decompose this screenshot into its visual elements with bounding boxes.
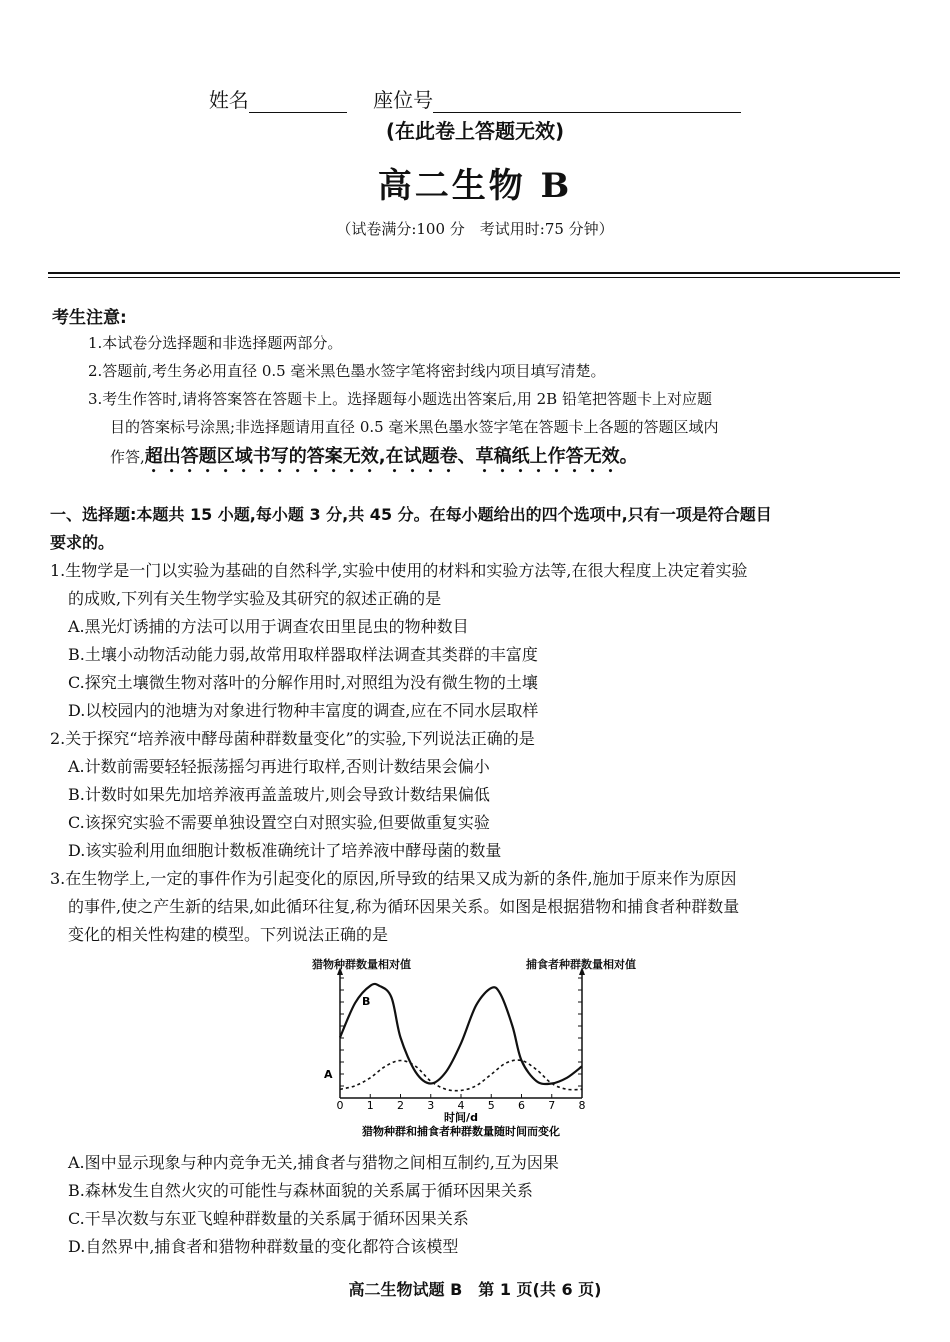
- divider-thin: [48, 277, 900, 278]
- notice-item: 目的答案标号涂黑;非选择题请用直径 0.5 毫米黑色墨水签字笔在答题卡上各题的答题区域内: [110, 418, 719, 436]
- student-info-line: [0, 84, 950, 113]
- x-tick-label: 7: [548, 1099, 556, 1112]
- section-heading-line: 要求的。: [50, 533, 115, 552]
- question-3-option-a: A.图中显示现象与种内竞争无关,捕食者与猎物之间相互制约,互为因果: [68, 1153, 559, 1172]
- notice-item: 作答,: [110, 448, 145, 466]
- question-2-option-b: B.计数时如果先加培养液再盖盖玻片,则会导致计数结果偏低: [68, 785, 490, 804]
- question-3-stem: 3.在生物学上,一定的事件作为引起变化的原因,所导致的结果又成为新的条件,施加于原来作为原因: [50, 869, 737, 888]
- notice-item: 2.答题前,考生务必用直径 0.5 毫米黑色墨水签字笔将密封线内项目填写清楚。: [88, 362, 606, 380]
- name-field[interactable]: [249, 92, 347, 113]
- x-tick-label: 4: [457, 1099, 465, 1112]
- notice-item-last: [110, 443, 638, 477]
- invalid-note: (在此卷上答题无效): [385, 119, 565, 143]
- question-1-stem: 的成败,下列有关生物学实验及其研究的叙述正确的是: [68, 589, 442, 608]
- question-2-option-c: C.该探究实验不需要单独设置空白对照实验,但要做重复实验: [68, 813, 490, 832]
- question-3-option-d: D.自然界中,捕食者和猎物种群数量的变化都符合该模型: [68, 1237, 459, 1256]
- question-3-stem: 变化的相关性构建的模型。下列说法正确的是: [68, 925, 389, 944]
- x-tick-label: 2: [397, 1099, 404, 1112]
- x-axis-label: 时间/d: [444, 1111, 478, 1124]
- notice-item: 1.本试卷分选择题和非选择题两部分。: [88, 334, 343, 352]
- population-chart-svg: [310, 955, 640, 1140]
- seat-field[interactable]: [433, 92, 741, 113]
- question-2-option-d: D.该实验利用血细胞计数板准确统计了培养液中酵母菌的数量: [68, 841, 502, 860]
- question-1-option-d: D.以校园内的池塘为对象进行物种丰富度的调查,应在不同水层取样: [68, 701, 539, 720]
- x-tick-label: 6: [518, 1099, 525, 1112]
- y-axis-left-label: 猎物种群数量相对值: [312, 958, 411, 971]
- question-1-option-b: B.土壤小动物活动能力弱,故常用取样器取样法调查其类群的丰富度: [68, 645, 538, 664]
- chart-caption: 猎物种群和捕食者种群数量随时间而变化: [362, 1125, 560, 1138]
- section-heading-line: 一、选择题:本题共 15 小题,每小题 3 分,共 45 分。在每小题给出的四个选项中,只有一项是符合题目: [50, 505, 772, 524]
- page-title: 高二生物 B: [377, 166, 573, 206]
- question-3-stem: 的事件,使之产生新的结果,如此循环往复,称为循环因果关系。如图是根据猎物和捕食者种群数量: [68, 897, 740, 916]
- seat-label: 座位号: [373, 88, 434, 112]
- population-chart: [310, 955, 640, 1140]
- question-1-option-a: A.黑光灯诱捕的方法可以用于调查农田里昆虫的物种数目: [68, 617, 469, 636]
- question-1-stem: 1.生物学是一门以实验为基础的自然科学,实验中使用的材料和实验方法等,在很大程度上决定着实验: [50, 561, 748, 580]
- question-2-option-a: A.计数前需要轻轻振荡摇匀再进行取样,否则计数结果会偏小: [68, 757, 490, 776]
- y-axis-right-label: 捕食者种群数量相对值: [526, 958, 636, 971]
- question-3-option-b: B.森林发生自然火灾的可能性与森林面貌的关系属于循环因果关系: [68, 1181, 533, 1200]
- question-2-stem: 2.关于探究“培养液中酵母菌种群数量变化”的实验,下列说法正确的是: [50, 729, 535, 748]
- x-tick-label: 3: [427, 1099, 435, 1112]
- section-heading: [50, 501, 900, 557]
- page-footer: 高二生物试题 B 第 1 页(共 6 页): [348, 1280, 602, 1299]
- x-tick-label: 5: [487, 1099, 495, 1112]
- notice-heading: 考生注意:: [52, 308, 127, 328]
- x-tick-label: 1: [366, 1099, 374, 1112]
- question-1-option-c: C.探究土壤微生物对落叶的分解作用时,对照组为没有微生物的土壤: [68, 673, 538, 692]
- name-label: 姓名: [208, 88, 249, 112]
- x-tick-label: 0: [336, 1099, 344, 1112]
- question-3-option-c: C.干旱次数与东亚飞蝗种群数量的关系属于循环因果关系: [68, 1209, 469, 1228]
- notice-emphasis: 超出答题区域书写的答案无效,在试题卷、草稿纸上作答无效。: [144, 446, 638, 467]
- notice-item: 3.考生作答时,请将答案答在答题卡上。选择题每小题选出答案后,用 2B 铅笔把答题卡上对应题: [88, 390, 712, 408]
- exam-info: （试卷满分:100 分 考试用时:75 分钟）: [336, 220, 614, 238]
- x-tick-label: 8: [578, 1099, 586, 1112]
- series-b-label: B: [362, 995, 371, 1008]
- series-a-label: A: [324, 1068, 333, 1081]
- divider-thick: [48, 272, 900, 274]
